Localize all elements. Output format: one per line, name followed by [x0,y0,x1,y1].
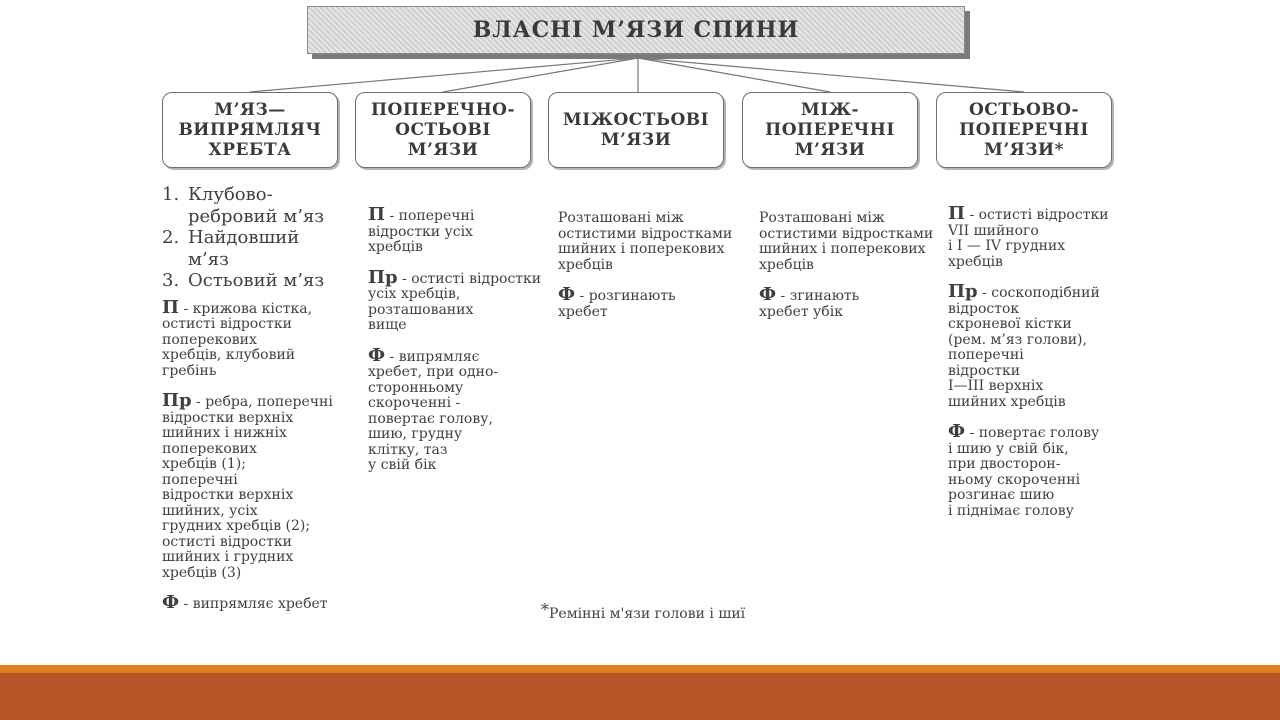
column-transversospinalis [368,204,548,488]
insertion-text: Пр - остисті відростки усіх хребців, розташованих вище [368,266,542,333]
connector-col2 [443,58,638,92]
list-item: 3. Остьовий м’яз [162,270,325,291]
footnote: *Ремінні м'язи голови і шиї [541,600,746,622]
column-interspinales [558,209,743,334]
function-text: Ф - випрямляє хребет, при одно- сторонньому скороченні - повертає голову, шию, грудну клітку, таз у свій бік [368,344,499,473]
origin-text: П - поперечні відростки усіх хребців [368,204,475,255]
origin-text: П - остисті відростки VII шийного і I — IV грудних хребців [948,203,1109,270]
column-erector-spinae [162,184,347,627]
insertion-text: Пр - ребра, поперечні відростки верхніх шийних і нижніх поперекових хребців (1); поперечні відростки верхніх шийних, усіх грудних хребців (2); остисті відростки шийних і грудних хребців (3) [162,390,333,581]
function-text: Ф - згинають хребет убік [759,284,860,320]
header-box-transversospinalis: ПОПЕРЕЧНО- ОСТЬОВІ М’ЯЗИ [355,92,531,168]
list-item: 1. Клубово- ребровий м’яз [162,184,325,227]
location-text: Розташовані між остистими відростками шийних і поперекових хребців [759,210,934,273]
insertion-text: Пр - соскоподібний відросток скроневої кістки (рем. м’яз голови), поперечні відростки I—III верхніх шийних хребців [948,281,1100,410]
muscle-list [162,184,347,292]
column-intertransversarii [759,209,944,334]
diagram-title: ВЛАСНІ М’ЯЗИ СПИНИ [307,6,965,54]
connector-col5 [638,58,1024,92]
connector-col4 [638,58,830,92]
header-box-erector-spinae: М’ЯЗ— ВИПРЯМЛЯЧ ХРЕБТА [162,92,338,168]
header-box-intertransversarii: МІЖ- ПОПЕРЕЧНІ М’ЯЗИ [742,92,918,168]
origin-text: П - крижова кістка, остисті відростки поперекових хребців, клубовий гребінь [162,296,313,379]
footer-accent-stripe [0,665,1280,673]
header-box-interspinales: МІЖОСТЬОВІ М’ЯЗИ [548,92,724,168]
function-text: Ф - випрямляє хребет [162,592,328,613]
list-item: 2. Найдовший м’яз [162,227,300,270]
function-text: Ф - повертає голову і шию у свій бік, при двосторон- ньому скороченні розгинає шию і піднімає голову [948,421,1100,519]
function-text: Ф - розгинають хребет [558,284,676,320]
column-splenius [948,203,1128,533]
location-text: Розташовані між остистими відростками шийних і поперекових хребців [558,210,733,273]
connector-col1 [250,58,638,92]
footer-bar [0,673,1280,720]
header-box-splenius: ОСТЬОВО- ПОПЕРЕЧНІ М’ЯЗИ* [936,92,1112,168]
